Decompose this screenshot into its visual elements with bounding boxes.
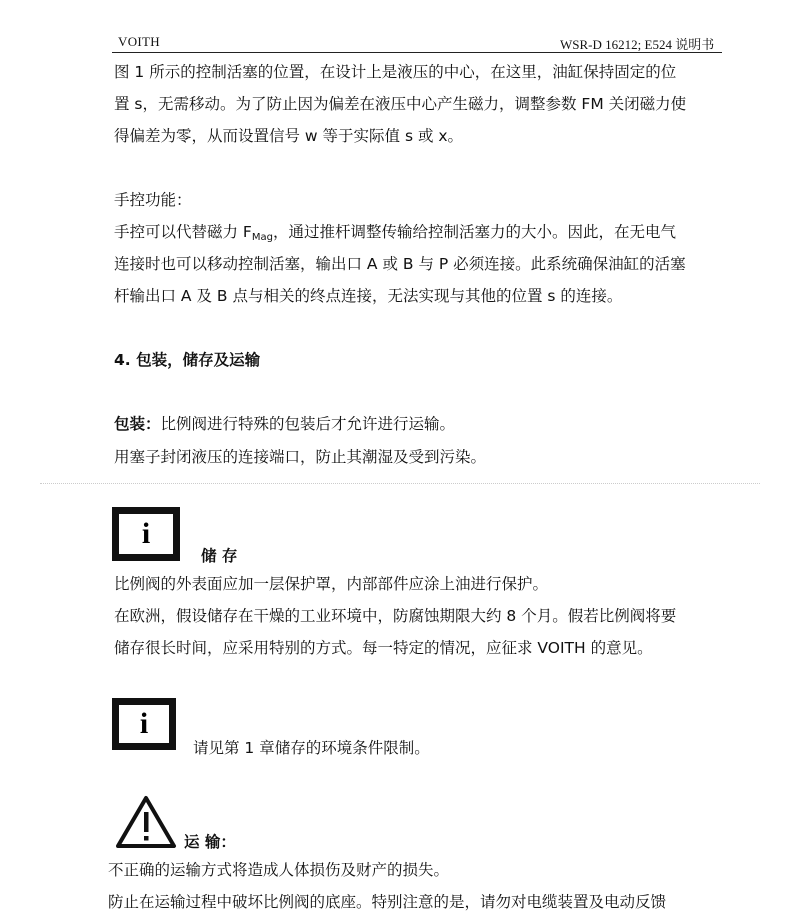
manual-line1-end: ，通过推杆调整传输给控制活塞力的大小。因此，在无电气 (272, 223, 676, 241)
manual-line3: 杆输出口 A 及 B 点与相关的终点连接，无法实现与其他的位置 s 的连接。 (114, 287, 623, 305)
storage-line1: 比例阀的外表面应加一层保护罩，内部部件应涂上油进行保护。 (114, 575, 549, 593)
info-icon-letter: i (119, 514, 173, 554)
para1-line1: 图 1 所示的控制活塞的位置，在设计上是液压的中心，在这里，油缸保持固定的位 (114, 63, 677, 81)
manual-line1-subscript: Mag (251, 232, 273, 243)
packaging-label: 包装： (114, 415, 161, 433)
header-brand: VOITH (118, 34, 160, 49)
transport-line2: 防止在运输过程中破坏比例阀的底座。特别注意的是，请勿对电缆装置及电动反馈 (108, 893, 667, 911)
storage-heading: 储 存 (201, 547, 238, 565)
storage-line2: 在欧洲，假设储存在干燥的工业环境中，防腐蚀期限大约 8 个月。假若比例阀将要 (114, 607, 677, 625)
header-rule (112, 52, 722, 53)
transport-heading: 运 输： (184, 833, 236, 851)
manual-line1 (114, 222, 676, 248)
header-doc-ref: WSR-D 16212; E524 说明书 (560, 37, 715, 52)
warning-triangle-icon (115, 795, 177, 849)
packaging-line1-text: 比例阀进行特殊的包装后才允许进行运输。 (160, 415, 456, 433)
packaging-line1 (114, 414, 455, 434)
scan-artifact-rule (40, 483, 760, 484)
info-icon (112, 507, 180, 561)
note-text: 请见第 1 章储存的环境条件限制。 (193, 739, 430, 757)
storage-line3: 储存很长时间，应采用特别的方式。每一特定的情况，应征求 VOITH 的意见。 (114, 639, 653, 657)
manual-line1-start: 手控可以代替磁力 F (114, 223, 252, 241)
section4-heading: 4. 包装，储存及运输 (114, 351, 261, 369)
para1-line3: 得偏差为零，从而设置信号 w 等于实际值 s 或 x。 (114, 127, 464, 145)
packaging-line2: 用塞子封闭液压的连接端口，防止其潮湿及受到污染。 (114, 448, 487, 466)
manual-heading: 手控功能： (114, 191, 192, 209)
info-icon (112, 698, 176, 750)
transport-line1: 不正确的运输方式将造成人体损伤及财产的损失。 (108, 861, 450, 879)
info-icon-letter: i (119, 705, 169, 743)
manual-line2: 连接时也可以移动控制活塞，输出口 A 或 B 与 P 必须连接。此系统确保油缸的活塞 (114, 255, 686, 273)
para1-line2: 置 s，无需移动。为了防止因为偏差在液压中心产生磁力，调整参数 FM 关闭磁力使 (114, 95, 687, 113)
